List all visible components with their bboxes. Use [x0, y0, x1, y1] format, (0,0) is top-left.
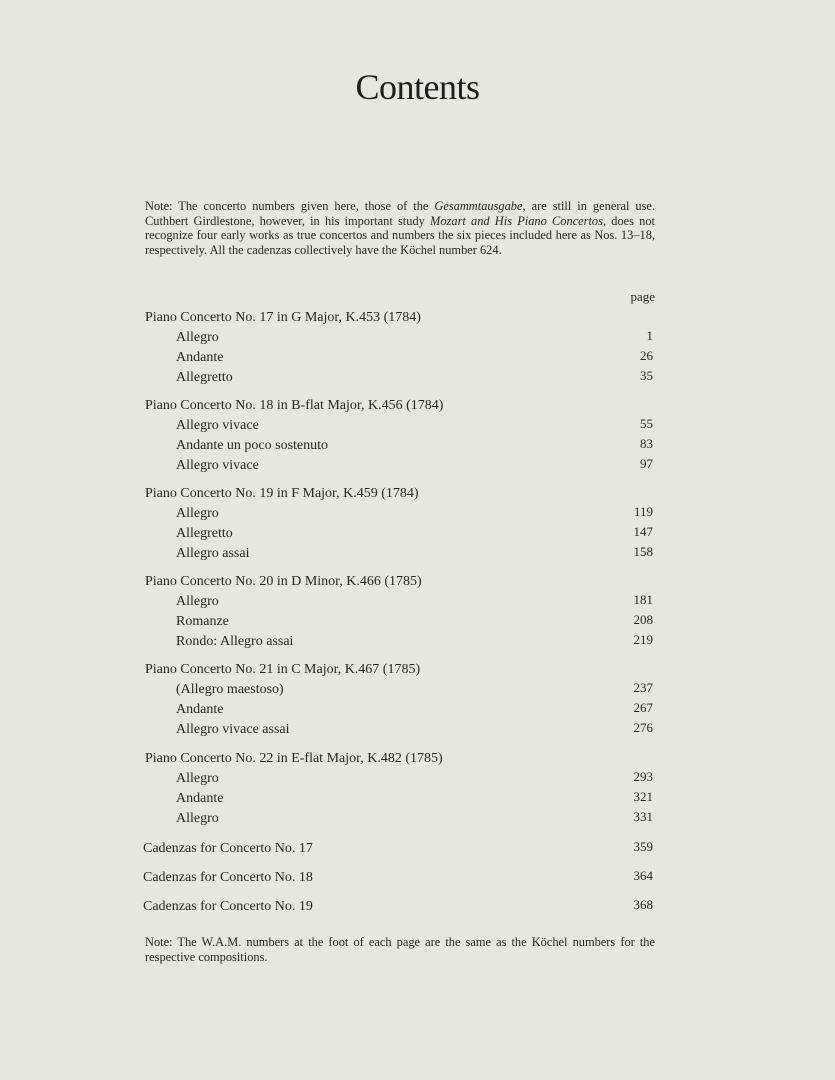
page-number: 55 [640, 416, 653, 431]
concerto-heading: Piano Concerto No. 21 in C Major, K.467 (1785) [145, 662, 421, 677]
page-number: 321 [633, 789, 653, 804]
movement-title: Andante [176, 702, 224, 717]
page-number: 267 [633, 700, 653, 715]
movement-title: Allegretto [176, 370, 233, 385]
page-number: 147 [633, 524, 653, 539]
page-number: 83 [640, 436, 653, 451]
cadenza-entry: Cadenzas for Concerto No. 19 [143, 899, 313, 914]
movement-title: Allegro vivace [176, 418, 259, 433]
top-note-prefix: Note: The concerto numbers given here, those of the [145, 199, 435, 213]
movement-title: Allegro [176, 594, 219, 609]
movement-title: Allegro [176, 506, 219, 521]
page-number: 219 [633, 632, 653, 647]
movement-title: Allegro [176, 771, 219, 786]
concerto-heading: Piano Concerto No. 20 in D Minor, K.466 (1785) [145, 574, 422, 589]
movement-title: Andante un poco sostenuto [176, 438, 329, 453]
page-number: 181 [633, 592, 653, 607]
page-number: 158 [633, 544, 653, 559]
page-number: 237 [633, 680, 653, 695]
movement-title: Allegro vivace [176, 458, 259, 473]
bottom-note: Note: The W.A.M. numbers at the foot of each page are the same as the Köchel numbers for the respective compositions. [145, 935, 655, 964]
movement-title: Romanze [176, 614, 229, 629]
movement-title: Rondo: Allegro assai [176, 634, 294, 649]
movement-title: (Allegro maestoso) [176, 682, 284, 697]
page-number: 119 [633, 504, 653, 519]
top-note-italic-gesammtausgabe: Gesammtausgabe [434, 199, 523, 213]
page-column-label: page [630, 289, 655, 304]
top-note-italic-book-title: Mozart and His Piano Concertos [430, 213, 603, 228]
movement-title: Andante [176, 791, 224, 806]
page-number: 293 [633, 769, 653, 784]
movement-title: Allegro [176, 811, 219, 826]
concerto-heading: Piano Concerto No. 17 in G Major, K.453 (1784) [145, 310, 421, 325]
page-number: 208 [633, 612, 653, 627]
cadenza-entry: Cadenzas for Concerto No. 18 [143, 870, 313, 885]
page-number: 331 [633, 809, 653, 824]
concerto-heading: Piano Concerto No. 18 in B-flat Major, K.456 (1784) [145, 398, 444, 413]
movement-title: Allegro vivace assai [176, 722, 290, 737]
movement-title: Allegretto [176, 526, 233, 541]
top-note-suffix: , does not recognize four early works as true concertos and numbers the six pieces included here as Nos. 13–18, respectively. All the cadenzas collectively have the Köchel number 624. [145, 213, 655, 257]
movement-title: Allegro [176, 330, 219, 345]
page-number: 35 [640, 368, 653, 383]
top-note-mid: , are still in general use. Cuthbert Girdlestone, however, in his important study [145, 199, 655, 228]
page-number: 1 [646, 328, 653, 343]
page-number: 368 [633, 897, 653, 912]
concerto-heading: Piano Concerto No. 19 in F Major, K.459 (1784) [145, 486, 419, 501]
cadenza-entry: Cadenzas for Concerto No. 17 [143, 841, 313, 856]
page-number: 359 [633, 839, 653, 854]
movement-title: Andante [176, 350, 224, 365]
page-number: 26 [640, 348, 653, 363]
movement-title: Allegro assai [176, 546, 250, 561]
page-title: Contents [355, 67, 480, 107]
page-number: 276 [633, 720, 653, 735]
concerto-heading: Piano Concerto No. 22 in E-flat Major, K.482 (1785) [145, 751, 443, 766]
page-number: 364 [633, 868, 653, 883]
page-number: 97 [640, 456, 653, 471]
